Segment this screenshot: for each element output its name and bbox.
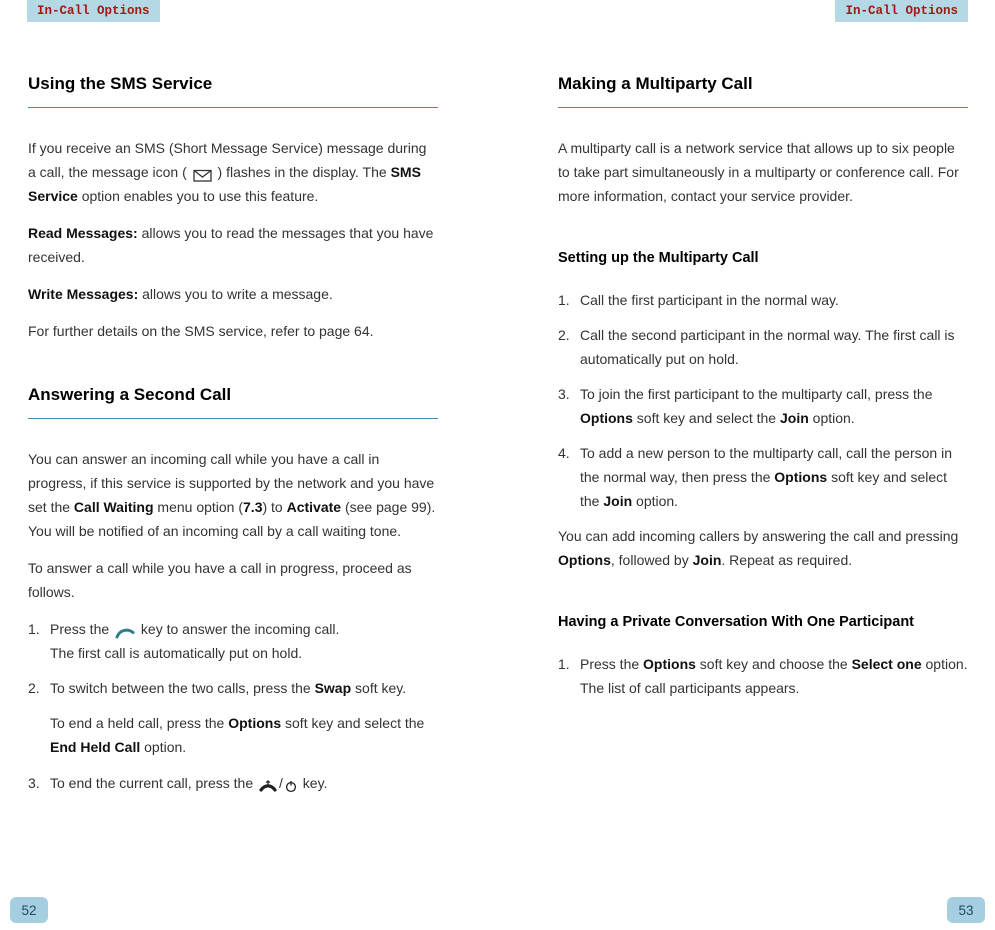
section-heading: Making a Multiparty Call: [558, 74, 753, 93]
paragraph: [28, 221, 438, 269]
list-number: 4.: [558, 445, 570, 461]
text-run: To end the current call, press the: [50, 775, 257, 791]
bold-text: End Held Call: [50, 739, 141, 755]
text-run: To switch between the two calls, press the: [50, 680, 315, 696]
section-heading: Using the SMS Service: [28, 74, 213, 93]
bold-text: Call Waiting: [73, 499, 154, 515]
text-run: The list of call participants appears.: [580, 680, 800, 696]
list-item-text: [50, 617, 438, 665]
list-item-text: [50, 771, 438, 795]
list-number: 1.: [558, 292, 570, 308]
list-item-text: [580, 323, 968, 371]
left-page-column: [28, 74, 438, 806]
section-heading: Answering a Second Call: [28, 385, 232, 404]
list-item-text: [580, 652, 968, 700]
text-run: allows you to write a message.: [138, 286, 333, 302]
numbered-list-item: [28, 676, 438, 700]
numbered-list-item: [558, 382, 968, 430]
list-item-text: [580, 382, 968, 430]
text-run: A multiparty call is a network service that allows up to six people to take part simultaneously in a multiparty or conference call. For more information, contact your service provider.: [558, 140, 959, 204]
heading-rule: [28, 418, 438, 419]
heading-rule: [558, 107, 968, 108]
list-number: 1.: [28, 621, 40, 637]
bold-text: 7.3: [243, 499, 263, 515]
text-run: ) to: [262, 499, 287, 515]
text-run: key to answer the incoming call.: [137, 621, 340, 637]
numbered-list-item: [558, 323, 968, 371]
text-run: , followed by: [610, 552, 693, 568]
text-run: To join the first participant to the multiparty call, press the: [580, 386, 933, 402]
bold-text: Options: [580, 410, 633, 426]
bold-text: Join: [779, 410, 809, 426]
text-run: The first call is automatically put on hold.: [50, 645, 303, 661]
paragraph: [28, 282, 438, 306]
text-run: soft key and select the: [580, 469, 948, 509]
text-run: menu option (: [153, 499, 244, 515]
sub-heading: Having a Private Conversation With One Participant: [558, 614, 915, 630]
text-run: To answer a call while you have a call in progress, proceed as follows.: [28, 560, 412, 600]
numbered-list-item: [558, 652, 968, 700]
right-page-column: [558, 74, 968, 711]
page-header-tab-right: In-Call Options: [835, 0, 968, 22]
text-run: For further details on the SMS service, refer to page 64.: [28, 323, 374, 339]
numbered-list-item: [558, 441, 968, 513]
text-run: option.: [632, 493, 679, 509]
list-number: 3.: [28, 775, 40, 791]
text-run: . Repeat as required.: [721, 552, 853, 568]
text-run: Call the second participant in the normal way. The first call is automatically put on hold.: [580, 327, 955, 367]
page-number-right: 53: [947, 897, 985, 923]
bold-text: Swap: [314, 680, 352, 696]
text-run: soft key.: [351, 680, 407, 696]
text-run: /: [279, 775, 283, 791]
text-run: soft key and select the: [632, 410, 780, 426]
text-run: To add a new person to the multiparty call, call the person in the normal way, then press the: [580, 445, 952, 485]
bold-text: Select one: [851, 656, 922, 672]
numbered-list-item: [28, 771, 438, 795]
bold-text: SMS Service: [28, 164, 421, 204]
text-run: Press the: [580, 656, 644, 672]
page-header-tab-left: In-Call Options: [27, 0, 160, 22]
text-run: Press the: [50, 621, 114, 637]
text-run: Call the first participant in the normal way.: [580, 292, 839, 308]
page-number-left: 52: [10, 897, 48, 923]
list-item-text: [580, 441, 968, 513]
end-handset-icon: [259, 778, 277, 793]
text-run: To end a held call, press the: [50, 715, 229, 731]
bold-text: Options: [643, 656, 696, 672]
paragraph: [28, 556, 438, 604]
text-run: key.: [298, 775, 328, 791]
list-number: 2.: [558, 327, 570, 343]
bold-text: Options: [774, 469, 828, 485]
text-run: option.: [921, 656, 968, 672]
paragraph: [28, 319, 438, 343]
text-run: option.: [808, 410, 855, 426]
power-icon: [285, 778, 297, 793]
bold-text: Options: [228, 715, 282, 731]
list-number: 2.: [28, 680, 40, 696]
list-continuation-paragraph: [28, 711, 438, 759]
sub-heading: Setting up the Multiparty Call: [558, 250, 759, 266]
bold-text: Write Messages:: [28, 286, 139, 302]
text-run: You can add incoming callers by answering the call and pressing: [558, 528, 959, 544]
paragraph: [558, 524, 968, 572]
text-run: soft key and select the: [281, 715, 425, 731]
list-item-text: [580, 288, 968, 312]
numbered-list-item: [558, 288, 968, 312]
bold-text: Activate: [286, 499, 342, 515]
bold-text: Options: [558, 552, 611, 568]
text-run: soft key and choose the: [695, 656, 852, 672]
paragraph: [28, 447, 438, 543]
envelope-icon: [193, 167, 212, 182]
text-run: ) flashes in the display. The: [213, 164, 391, 180]
bold-text: Join: [603, 493, 633, 509]
heading-rule: [28, 107, 438, 108]
paragraph: [558, 136, 968, 208]
list-number: 3.: [558, 386, 570, 402]
text-run: allows you to read the messages that you have received.: [28, 225, 434, 265]
bold-text: Read Messages:: [28, 225, 138, 241]
text-run: If you receive an SMS (Short Message Service) message during a call, the message icon (: [28, 140, 427, 180]
paragraph: [28, 136, 438, 208]
bold-text: Join: [692, 552, 722, 568]
answer-key-icon: [115, 624, 135, 639]
text-run: You can answer an incoming call while you have a call in progress, if this service is supported by the network and you have set the: [28, 451, 435, 515]
numbered-list-item: [28, 617, 438, 665]
list-item-text: [50, 676, 438, 700]
text-run: option.: [140, 739, 187, 755]
text-run: (see page 99). You will be notified of an incoming call by a call waiting tone.: [28, 499, 436, 539]
text-run: option enables you to use this feature.: [77, 188, 319, 204]
list-number: 1.: [558, 656, 570, 672]
